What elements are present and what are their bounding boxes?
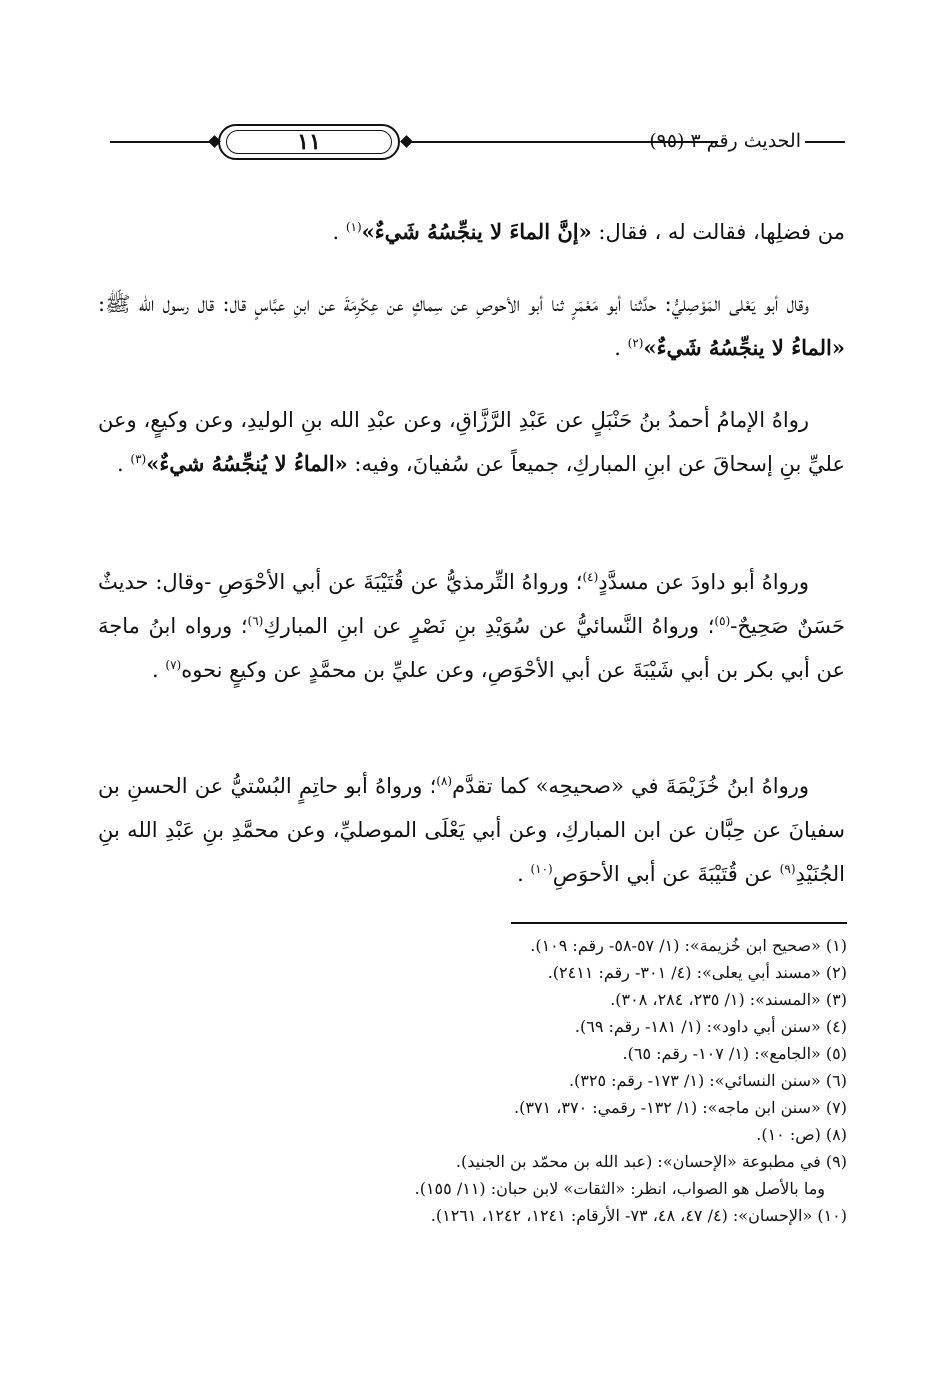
footnote-4: (٤) «سنن أبي داود»: (١/ ١٨١- رقم: ٦٩). (574, 1017, 847, 1036)
running-title-wrap (649, 128, 845, 154)
paragraph-5 (98, 764, 845, 896)
hadith-quote: «الماءُ لا ينجِّسُهُ شَيءٌ» (643, 335, 845, 360)
text: ؛ ورواهُ النَّسائيُّ عن سُوَيْدِ بنِ نَصْرٍ عن ابنِ المباركِ (263, 614, 715, 638)
page-number: ١١ (297, 129, 321, 155)
footnote-ref: (٤) (582, 570, 599, 584)
footnote-10: (١٠) «الإحسان»: (٤/ ٤٧، ٤٨، ٧٣- الأرقام: ١٢٤١، ١٢٤٢، ١٢٦١). (430, 1206, 847, 1225)
text: ؛ ورواهُ أبو حاتِمٍ البُسْتيُّ عن الحسنِ بن سفيانَ عن حِبَّان عن ابن المباركِ، وعن أبي يَعْلَى الموصليِّ، وعن محمَّدِ بنِ عَبْدِ الله بنِ الجُنَيْدِ (98, 774, 845, 886)
footnote-1: (١) «صحيح ابن خُزيمة»: (١/ ٥٧-٥٨- رقم: ١٠٩). (530, 936, 847, 955)
running-title: الحديث رقم ٣ (٩٥) (649, 130, 801, 152)
footnote-ref: (٢) (627, 336, 644, 350)
hadith-quote: «إنَّ الماءَ لا ينجِّسُهُ شَيءٌ» (361, 219, 592, 244)
footnote-6: (٦) «سنن النسائي»: (١/ ١٧٣- رقم: ٣٢٥). (568, 1071, 847, 1090)
footnote-7: (٧) «سنن ابن ماجه»: (١/ ١٣٢- رقمي: ٣٧٠، ٣٧١). (514, 1098, 847, 1117)
footnote-separator (511, 922, 847, 924)
footnote-ref: (٩) (779, 862, 796, 876)
paragraph-4 (98, 560, 845, 692)
footnote-ref: (٥) (714, 614, 731, 628)
paragraph-1 (98, 210, 845, 254)
footnote-3: (٣) «المسند»: (١/ ٢٣٥، ٢٨٤، ٣٠٨). (610, 990, 847, 1009)
footnote-ref: (٣) (130, 452, 147, 466)
text-end: . (332, 220, 346, 244)
paragraph-2 (98, 282, 845, 370)
text: من فضلِها، فقالت له ، فقال: (591, 220, 845, 244)
text-end: . (614, 336, 628, 360)
page-header (110, 118, 845, 168)
footnote-9: (٩) في مطبوعة «الإحسان»: (عبد الله بن محمّد بن الجنيد). (455, 1152, 847, 1171)
text-end: . (517, 862, 531, 886)
footnote-ref: (٨) (436, 774, 453, 788)
footnote-ref: (١) (345, 220, 362, 234)
footnote-ref: (٦) (247, 614, 264, 628)
footnote-8: (٨) (ص: ١٠). (756, 1125, 847, 1144)
header-rule-left (110, 141, 212, 143)
text-end: . (152, 658, 166, 682)
text: ؛ ورواهُ التِّرمذيُّ عن قُتَيْبَةَ عن أبي الأحْوَصِ -وقال: حديثٌ حَسَنٌ صَحِيحٌ- (98, 570, 845, 638)
text: ورواهُ ابنُ خُزَيْمَةَ في «صحيحِه» كما تقدَّم (452, 774, 809, 798)
text: وقال أبو يَعْلى المَوْصِليُّ: حدَّثنا أبو مَعْمَرٍ ثنا أبو الأحوصِ عن سِماكٍ عن عِكْرِمَةَ عن ابنِ عبَّاسٍ قال: قال رسول الله ﷺ: (98, 292, 809, 316)
text: ؛ ورواه ابنُ ماجهَ عن أبي بكر بن أبي شَيْبَةَ عن أبي الأحْوَصِ، وعن عليِّ بن محمَّدٍ عن وكيعٍ نحوه (98, 614, 845, 682)
footnotes (100, 932, 847, 1229)
text-end: . (117, 452, 131, 476)
footnote-5: (٥) «الجامع»: (١/ ١٠٧- رقم: ٦٥). (622, 1044, 847, 1063)
hadith-quote: «الماءُ لا يُنجِّسُهُ شيءٌ» (146, 451, 348, 476)
text: ورواهُ أبو داودَ عن مسدَّدٍ (598, 570, 809, 594)
title-dash (805, 141, 845, 143)
footnote-2: (٢) «مسند أبي يعلى»: (٤/ ٣٠١- رقم: ٢٤١١). (547, 963, 847, 982)
footnote-ref: (٧) (165, 658, 182, 672)
page-number-badge (218, 124, 400, 160)
paragraph-3 (98, 398, 845, 486)
footnote-ref: (١٠) (530, 862, 553, 876)
text: رواهُ الإمامُ أحمدُ بنُ حَنْبَلٍ عن عَبْدِ الرَّزَّاقِ، وعن عبْدِ الله بنِ الوليدِ، وعن وكيعٍ، وعن عليِّ بنِ إسحاقَ عن ابنِ المباركِ، جميعاً عن سُفيانَ، وفيه: (98, 408, 845, 476)
footnote-9-continuation: وما بالأصل هو الصواب، انظر: «الثقات» لابن حبان: (١١/ ١٥٥). (414, 1179, 825, 1198)
text: عن قُتَيْبَةَ عن أبي الأحوَصِ (552, 862, 780, 886)
